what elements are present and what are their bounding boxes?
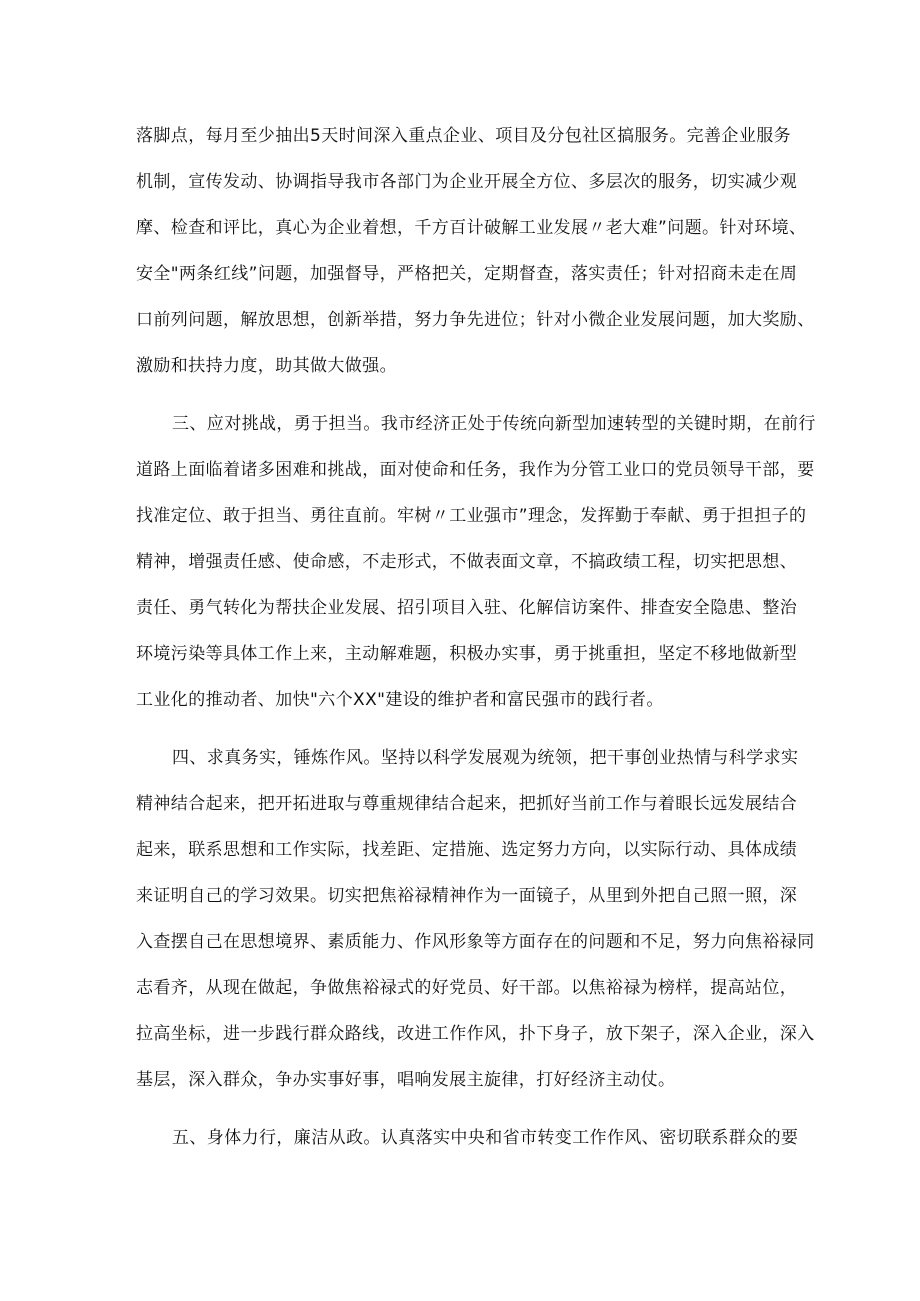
text-line-content: 落脚点，每月至少抽出5天时间深入重点企业、项目及分包社区搞服务。完善企业服务 bbox=[136, 126, 792, 146]
text-line-content: 精神结合起来，把开拓进取与尊重规律结合起来，把抓好当前工作与着眼长远发展结合 bbox=[136, 794, 798, 814]
text-line-content: 找准定位、敢于担当、勇往直前。牢树〃工业强市”理念，发挥勤于奉献、勇于担担子的 bbox=[136, 506, 807, 526]
text-line-content: 工业化的推动者、加快"六个XX"建设的维护者和富民强市的践行者。 bbox=[136, 690, 664, 710]
text-line-content: 志看齐，从现在做起，争做焦裕禄式的好党员、好干部。以焦裕禄为榜样，提高站位， bbox=[136, 978, 798, 998]
text-line-content: 来证明自己的学习效果。切实把焦裕禄精神作为一面镜子，从里到外把自己照一照，深 bbox=[136, 886, 798, 906]
text-line-content: 激励和扶持力度，助其做大做强。 bbox=[136, 356, 397, 376]
text-line-content: 责任、勇气转化为帮扶企业发展、招引项目入驻、化解信访案件、排查安全隐患、整治 bbox=[136, 598, 798, 618]
text-line-content: 三、应对挑战，勇于担当。我市经济正处于传统向新型加速转型的关键时期，在前行 bbox=[172, 414, 816, 434]
text-line-content: 五、身体力行，廉洁从政。认真落实中央和省市转变工作作风、密切联系群众的要 bbox=[172, 1128, 799, 1148]
text-line-content: 精神，增强责任感、使命感，不走形式，不做表面文章，不搞政绩工程，切实把思想、 bbox=[136, 552, 798, 572]
text-line-content: 安全"两条红线”问题，加强督导，严格把关，定期督查，落实责任；针对招商未走在周 bbox=[136, 264, 798, 284]
text-line-content: 四、求真务实，锤炼作风。坚持以科学发展观为统领，把干事创业热情与科学求实 bbox=[172, 748, 799, 768]
text-line-content: 摩、检查和评比，真心为企业着想，千方百计破解工业发展〃老大难”问题。针对环境、 bbox=[136, 218, 807, 238]
text-line-content: 拉高坐标，进一步践行群众路线，改进工作作风，扑下身子，放下架子，深入企业，深入 bbox=[136, 1024, 815, 1044]
text-line-content: 机制，宣传发动、协调指导我市各部门为企业开展全方位、多层次的服务，切实减少观 bbox=[136, 172, 798, 192]
text-line-content: 环境污染等具体工作上来，主动解难题，积极办实事，勇于挑重担，坚定不移地做新型 bbox=[136, 644, 798, 664]
text-line-content: 入查摆自己在思想境界、素质能力、作风形象等方面存在的问题和不足，努力向焦裕禄同 bbox=[136, 932, 815, 952]
text-line-content: 道路上面临着诸多困难和挑战，面对使命和任务，我作为分管工业口的党员领导干部，要 bbox=[136, 460, 815, 480]
text-line-content: 起来，联系思想和工作实际，找差距、定措施、选定努力方向，以实际行动、具体成绩 bbox=[136, 840, 798, 860]
text-line-content: 口前列问题，解放思想，创新举措，努力争先进位；针对小微企业发展问题，加大奖励、 bbox=[136, 310, 815, 330]
text-line-content: 基层，深入群众，争办实事好事，唱响发展主旋律，打好经济主动仗。 bbox=[136, 1070, 676, 1090]
